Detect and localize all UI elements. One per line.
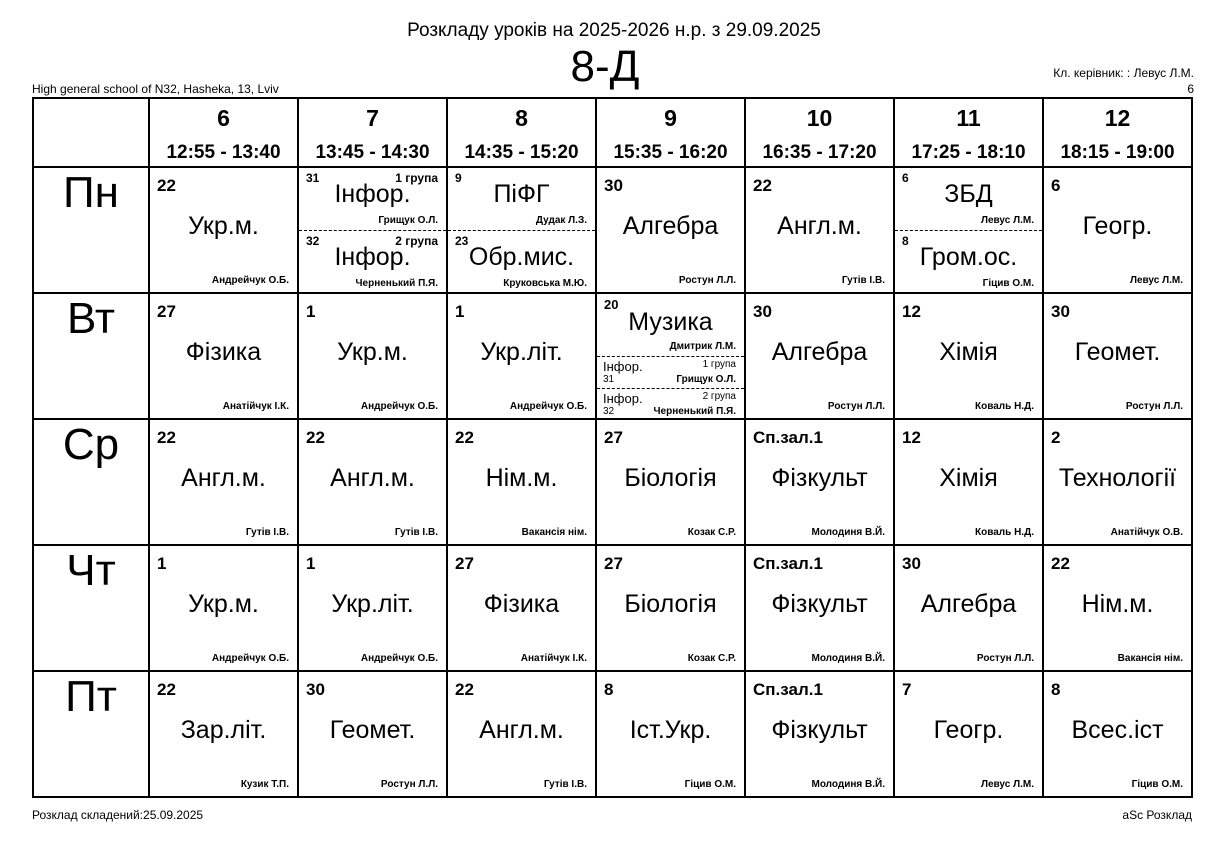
lesson-cell xyxy=(596,293,745,419)
teacher-name: Гіцив О.М. xyxy=(1131,779,1183,790)
lesson-cell xyxy=(894,293,1043,419)
period-time: 15:35 - 16:20 xyxy=(613,142,728,163)
room-number: 8 xyxy=(604,680,614,699)
group-lesson xyxy=(597,389,744,420)
room-number: 27 xyxy=(604,554,623,573)
lesson-cell xyxy=(745,293,894,419)
period-number: 12 xyxy=(1104,105,1131,131)
timetable xyxy=(32,97,1193,798)
period-header xyxy=(596,98,745,167)
day-label: Вт xyxy=(33,293,149,419)
corner-cell xyxy=(33,98,149,167)
subject-name: ЗБД xyxy=(944,180,993,208)
teacher-name: Андрейчук О.Б. xyxy=(509,401,587,412)
group-label: 2 група xyxy=(395,234,438,248)
room-number: 31 xyxy=(306,171,320,185)
period-header-row xyxy=(33,98,1192,167)
day-row xyxy=(33,545,1192,671)
teacher-name: Гіцив О.М. xyxy=(684,779,736,790)
room-number: 27 xyxy=(157,302,176,321)
period-number: 9 xyxy=(664,105,677,131)
subject-name: Технології xyxy=(1058,464,1177,492)
teacher-name: Гутів І.В. xyxy=(543,779,587,790)
room-number: 31 xyxy=(603,374,615,385)
teacher-name: Гутів І.В. xyxy=(841,275,885,286)
lesson-cell xyxy=(745,545,894,671)
period-header xyxy=(447,98,596,167)
room-number: 30 xyxy=(753,302,772,321)
teacher-name: Андрейчук О.Б. xyxy=(211,653,289,664)
period-header xyxy=(149,98,298,167)
lesson-cell xyxy=(596,671,745,797)
lesson-cell xyxy=(149,167,298,293)
teacher-name: Левус Л.М. xyxy=(980,215,1034,226)
lesson-cell xyxy=(298,545,447,671)
teacher-name: Дмитрик Л.М. xyxy=(669,341,736,352)
school-name: High general school of N32, Hasheka, 13, Lviv xyxy=(32,82,279,96)
subject-name: Фізика xyxy=(185,338,262,366)
teacher-name: Анатійчук І.К. xyxy=(520,653,587,664)
day-row xyxy=(33,293,1192,419)
period-number: 7 xyxy=(366,105,379,131)
teacher-name: Андрейчук О.Б. xyxy=(211,275,289,286)
schedule-title: Розкладу уроків на 2025-2026 н.р. з 29.09.2025 xyxy=(407,20,821,41)
period-header xyxy=(1043,98,1192,167)
main-lesson xyxy=(597,294,744,357)
group-lesson xyxy=(299,231,446,293)
teacher-name: Грищук О.Л. xyxy=(378,215,438,226)
lesson-cell xyxy=(447,545,596,671)
period-time: 17:25 - 18:10 xyxy=(911,142,1026,163)
teacher-name: Ростун Л.Л. xyxy=(827,401,885,412)
room-number: 22 xyxy=(1051,554,1070,573)
room-number: 22 xyxy=(455,428,474,447)
period-header xyxy=(298,98,447,167)
lesson-cell xyxy=(149,293,298,419)
lesson-cell xyxy=(447,671,596,797)
lesson-cell xyxy=(298,419,447,545)
teacher-name: Анатійчук І.К. xyxy=(222,401,289,412)
group-lesson xyxy=(895,231,1042,293)
group-label: 2 група xyxy=(702,391,736,402)
subject-name: Укр.м. xyxy=(188,590,259,618)
subject-name: Біологія xyxy=(624,590,717,618)
room-number: 32 xyxy=(306,234,320,248)
period-number: 10 xyxy=(806,105,833,131)
period-time: 16:35 - 17:20 xyxy=(762,142,877,163)
subject-name: Фізкульт xyxy=(771,464,868,492)
room-number: 1 xyxy=(306,554,316,573)
subject-name: Фізика xyxy=(483,590,560,618)
teacher-name: Анатійчук О.В. xyxy=(1110,527,1183,538)
subject-name: Укр.м. xyxy=(188,212,259,240)
day-row xyxy=(33,167,1192,293)
created-date: Розклад складений:25.09.2025 xyxy=(32,808,204,822)
subject-name: Інфор. xyxy=(334,243,411,271)
subject-name: Гром.ос. xyxy=(919,243,1018,271)
teacher-name: Левус Л.М. xyxy=(1129,275,1183,286)
teacher-name: Козак С.Р. xyxy=(687,653,736,664)
subject-name: Алгебра xyxy=(771,338,868,366)
subject-name: Іст.Укр. xyxy=(629,716,712,744)
lesson-cell xyxy=(298,167,447,293)
subject-name: Фізкульт xyxy=(771,716,868,744)
day-row xyxy=(33,671,1192,797)
timetable-body xyxy=(33,167,1192,797)
room-number: Сп.зал.1 xyxy=(753,680,823,699)
room-number: 12 xyxy=(902,302,921,321)
period-header xyxy=(894,98,1043,167)
room-number: 22 xyxy=(455,680,474,699)
room-number: 30 xyxy=(604,176,623,195)
lesson-cell xyxy=(149,419,298,545)
teacher-name: Молодиня В.Й. xyxy=(811,527,885,538)
lesson-cell xyxy=(596,545,745,671)
subject-name: Англ.м. xyxy=(330,464,415,492)
teacher-name: Ростун Л.Л. xyxy=(678,275,736,286)
subject-name: Укр.літ. xyxy=(480,338,563,366)
lesson-cell xyxy=(1043,671,1192,797)
teacher-name: Гутів І.В. xyxy=(245,527,289,538)
lesson-cell xyxy=(894,671,1043,797)
teacher-name: Круковська М.Ю. xyxy=(503,278,587,289)
day-row xyxy=(33,419,1192,545)
room-number: 32 xyxy=(603,406,615,417)
room-number: 27 xyxy=(604,428,623,447)
room-number: 22 xyxy=(753,176,772,195)
room-number: 1 xyxy=(306,302,316,321)
lesson-cell xyxy=(149,671,298,797)
group-lesson xyxy=(597,357,744,389)
teacher-name: Коваль Н.Д. xyxy=(975,527,1034,538)
teacher-name: Молодиня В.Й. xyxy=(811,779,885,790)
teacher-name: Черненький П.Я. xyxy=(653,406,736,417)
subject-name: Фізкульт xyxy=(771,590,868,618)
room-number: 8 xyxy=(902,234,909,248)
app-name: aSc Розклад xyxy=(1122,808,1192,822)
subject-name: Алгебра xyxy=(622,212,719,240)
room-number: 22 xyxy=(306,428,325,447)
room-number: 1 xyxy=(455,302,465,321)
subject-name: Геогр. xyxy=(933,716,1004,744)
period-number: 6 xyxy=(217,105,230,131)
teacher-name: Ростун Л.Л. xyxy=(976,653,1034,664)
lesson-cell xyxy=(1043,167,1192,293)
subject-name: Всес.іст xyxy=(1071,716,1164,744)
subject-name: Укр.літ. xyxy=(331,590,414,618)
lesson-cell xyxy=(745,167,894,293)
teacher-name: Вакансія нім. xyxy=(1117,653,1183,664)
subject-name: Інфор. xyxy=(334,180,411,208)
lesson-cell xyxy=(447,293,596,419)
subject-name: Укр.м. xyxy=(337,338,408,366)
lesson-cell xyxy=(596,419,745,545)
room-number: 6 xyxy=(902,171,909,185)
room-number: 22 xyxy=(157,428,176,447)
teacher-name: Коваль Н.Д. xyxy=(975,401,1034,412)
day-label: Чт xyxy=(33,545,149,671)
teacher-name: Козак С.Р. xyxy=(687,527,736,538)
class-teacher: Кл. керівник: : Левус Л.М. xyxy=(1053,66,1194,80)
room-number: 1 xyxy=(157,554,167,573)
subject-name: Зар.літ. xyxy=(180,716,267,744)
subject-name: Нім.м. xyxy=(485,464,558,492)
subject-name: Англ.м. xyxy=(479,716,564,744)
day-label: Ср xyxy=(33,419,149,545)
room-number: 30 xyxy=(902,554,921,573)
room-number: 2 xyxy=(1051,428,1061,447)
subject-name: Англ.м. xyxy=(181,464,266,492)
lesson-cell xyxy=(894,167,1043,293)
class-name: 8-Д xyxy=(570,42,640,91)
room-number: 27 xyxy=(455,554,474,573)
period-header xyxy=(745,98,894,167)
subject-name: Біологія xyxy=(624,464,717,492)
lesson-cell xyxy=(1043,293,1192,419)
period-time: 14:35 - 15:20 xyxy=(464,142,579,163)
subject-name: Музика xyxy=(628,308,713,336)
period-time: 13:45 - 14:30 xyxy=(315,142,430,163)
teacher-name: Андрейчук О.Б. xyxy=(360,653,438,664)
room-number: 23 xyxy=(455,234,469,248)
room-number: 8 xyxy=(1051,680,1061,699)
lesson-cell xyxy=(894,419,1043,545)
lesson-cell xyxy=(447,167,596,293)
group-lesson xyxy=(299,168,446,231)
room-number: 7 xyxy=(902,680,912,699)
room-number: 22 xyxy=(157,176,176,195)
subject-name: Хімія xyxy=(939,464,998,492)
teacher-name: Гутів І.В. xyxy=(394,527,438,538)
period-time: 12:55 - 13:40 xyxy=(166,142,281,163)
subject-name: Геогр. xyxy=(1082,212,1153,240)
subject-name: ПіФГ xyxy=(493,180,550,208)
lesson-cell xyxy=(1043,545,1192,671)
room-number: 30 xyxy=(1051,302,1070,321)
subject-name: Обр.мис. xyxy=(468,243,575,271)
subject-name: Геомет. xyxy=(329,716,416,744)
room-number: 9 xyxy=(455,171,462,185)
room-number: Сп.зал.1 xyxy=(753,428,823,447)
day-label: Пн xyxy=(33,167,149,293)
group-label: 1 група xyxy=(395,171,438,185)
lesson-cell xyxy=(596,167,745,293)
lesson-cell xyxy=(894,545,1043,671)
room-number: Сп.зал.1 xyxy=(753,554,823,573)
lesson-cell xyxy=(745,419,894,545)
teacher-name: Ростун Л.Л. xyxy=(1125,401,1183,412)
lesson-cell xyxy=(149,545,298,671)
room-number: 20 xyxy=(604,297,619,312)
teacher-name: Кузик Т.П. xyxy=(240,779,289,790)
subject-name: Хімія xyxy=(939,338,998,366)
teacher-name: Андрейчук О.Б. xyxy=(360,401,438,412)
group-lesson xyxy=(448,231,595,293)
subject-name: Геомет. xyxy=(1074,338,1161,366)
period-number: 8 xyxy=(515,105,528,131)
teacher-name: Вакансія нім. xyxy=(521,527,587,538)
group-lesson xyxy=(895,168,1042,231)
teacher-name: Гіцив О.М. xyxy=(982,278,1034,289)
subject-name: Інфор. xyxy=(603,359,643,374)
teacher-name: Черненький П.Я. xyxy=(355,278,438,289)
period-number: 11 xyxy=(956,105,981,131)
lesson-cell xyxy=(1043,419,1192,545)
lesson-cell xyxy=(447,419,596,545)
group-label: 1 група xyxy=(702,359,736,370)
lesson-cell xyxy=(745,671,894,797)
room-number: 30 xyxy=(306,680,325,699)
day-label: Пт xyxy=(33,671,149,797)
group-lesson xyxy=(448,168,595,231)
period-time: 18:15 - 19:00 xyxy=(1060,142,1175,163)
lesson-cell xyxy=(298,293,447,419)
lesson-cell xyxy=(298,671,447,797)
subject-name: Інфор. xyxy=(603,391,643,406)
teacher-name: Молодиня В.Й. xyxy=(811,653,885,664)
subject-name: Англ.м. xyxy=(777,212,862,240)
room-number: 12 xyxy=(902,428,921,447)
subject-name: Алгебра xyxy=(920,590,1017,618)
subject-name: Нім.м. xyxy=(1081,590,1154,618)
teacher-name: Дудак Л.З. xyxy=(535,215,587,226)
room-number: 22 xyxy=(157,680,176,699)
teacher-name: Левус Л.М. xyxy=(980,779,1034,790)
page-number: 6 xyxy=(1187,82,1194,96)
room-number: 6 xyxy=(1051,176,1061,195)
teacher-name: Грищук О.Л. xyxy=(676,374,736,385)
teacher-name: Ростун Л.Л. xyxy=(380,779,438,790)
